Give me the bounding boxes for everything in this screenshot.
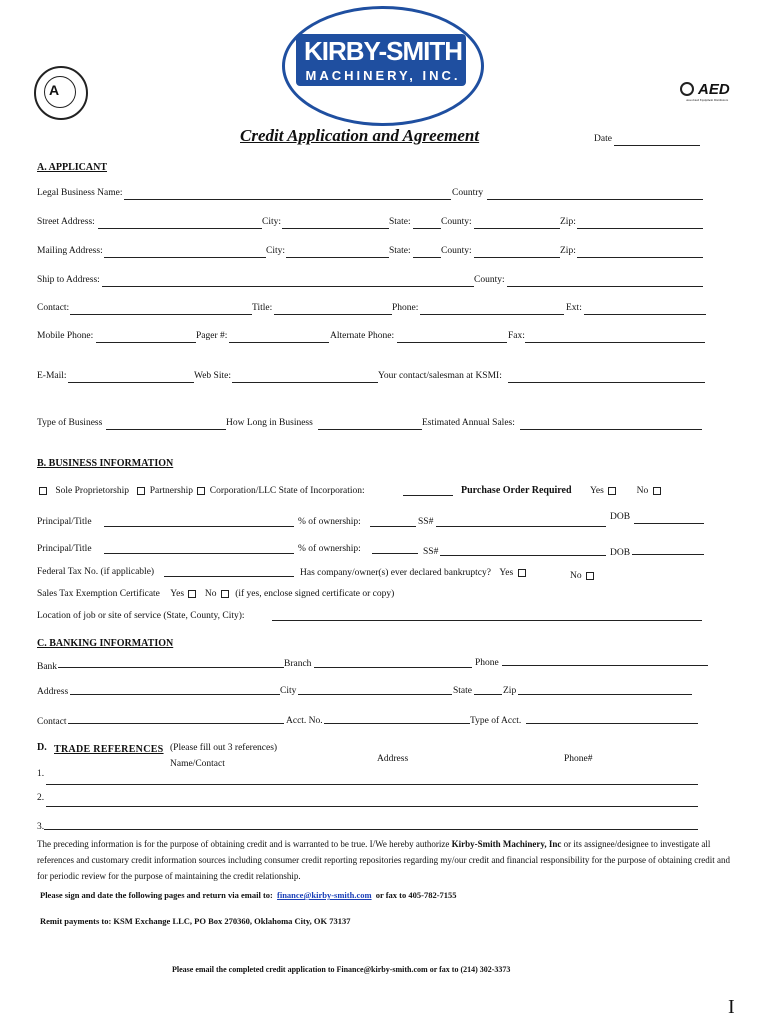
contact-field[interactable] <box>70 314 252 315</box>
zip-field[interactable] <box>577 228 703 229</box>
street-label: Street Address: <box>37 217 95 227</box>
federal-tax-label: Federal Tax No. (if applicable) <box>37 567 155 577</box>
bk-yes-label: Yes <box>499 568 514 578</box>
mail-city-field[interactable] <box>286 257 389 258</box>
ref1-field[interactable] <box>46 784 698 785</box>
mail-state-label: State: <box>389 246 411 256</box>
bk-yes-checkbox[interactable] <box>518 569 526 577</box>
legal-name-label: Legal Business Name: <box>37 188 123 198</box>
finance-email-link[interactable]: finance@kirby-smith.com <box>277 890 372 900</box>
bank-state-field[interactable] <box>474 694 502 695</box>
county-field[interactable] <box>474 228 560 229</box>
country-field[interactable] <box>487 199 703 200</box>
bank-label: Bank <box>37 662 58 672</box>
sole-prop-checkbox[interactable] <box>39 487 47 495</box>
mail-county-label: County: <box>441 246 472 256</box>
sole-prop-label: Sole Proprietorship <box>55 486 129 496</box>
mobile-field[interactable] <box>96 342 196 343</box>
po-yes-label: Yes <box>590 486 604 496</box>
po-options <box>590 486 663 496</box>
bank-contact-field[interactable] <box>68 723 284 724</box>
authorization-paragraph: The preceding information is for the purpose of obtaining credit and is warranted to be true. I/We hereby authorize Kirby-Smith Machinery, Inc or its assignee/designee to investigate all references and customary credit information sources including consumer credit reporting repositories regarding my/our credit and financial responsibility for the purpose of obtaining credit and for periodic review for the purpose of maintaining the credit relationship. <box>37 839 731 881</box>
mail-state-field[interactable] <box>413 257 441 258</box>
dob2-label: DOB <box>610 548 631 558</box>
ssn2-label: SS# <box>423 547 439 557</box>
bank-state-label: State <box>453 686 472 696</box>
zip-label: Zip: <box>560 217 576 227</box>
agc-logo: A <box>34 66 88 120</box>
kirby-smith-logo: KIRBY-SMITH MACHINERY, INC. <box>282 6 482 124</box>
mail-city-label: City: <box>266 246 286 256</box>
location-label: Location of job or site of service (State, County, City): <box>37 611 245 621</box>
state-label: State: <box>389 217 411 227</box>
alt-phone-label: Alternate Phone: <box>330 331 395 341</box>
corp-checkbox[interactable] <box>197 487 205 495</box>
section-d-letter: D. <box>37 742 47 753</box>
branch-label: Branch <box>284 659 312 669</box>
bank-field[interactable] <box>58 667 284 668</box>
name-contact-header: Name/Contact <box>170 759 225 769</box>
bank-zip-field[interactable] <box>518 694 692 695</box>
website-label: Web Site: <box>194 371 231 381</box>
bk-no-label: No <box>570 571 582 581</box>
ref2-number: 2. <box>37 793 45 803</box>
address-header: Address <box>377 754 409 764</box>
mailing-label: Mailing Address: <box>37 246 103 256</box>
annual-sales-field[interactable] <box>520 429 702 430</box>
ref2-field[interactable] <box>46 806 698 807</box>
business-type-field[interactable] <box>106 429 226 430</box>
acct-type-label: Type of Acct. <box>470 716 522 726</box>
annual-sales-label: Estimated Annual Sales: <box>422 418 515 428</box>
pager-field[interactable] <box>229 342 329 343</box>
ssn2-field[interactable] <box>440 555 606 556</box>
ownership2-field[interactable] <box>372 553 418 554</box>
federal-tax-field[interactable] <box>164 576 294 577</box>
fax-label: Fax: <box>508 331 525 341</box>
po-yes-checkbox[interactable] <box>608 487 616 495</box>
st-yes-label: Yes <box>170 589 185 599</box>
branch-field[interactable] <box>314 667 472 668</box>
section-a-heading: A. APPLICANT <box>37 162 108 173</box>
section-c-heading: C. BANKING INFORMATION <box>37 638 174 649</box>
section-d-note: (Please fill out 3 references) <box>170 743 278 753</box>
principal1-field[interactable] <box>104 526 294 527</box>
business-type-row <box>37 486 365 496</box>
bankruptcy-row <box>300 568 528 578</box>
salesman-field[interactable] <box>508 382 705 383</box>
country-label: Country <box>452 188 484 198</box>
acct-type-field[interactable] <box>526 723 698 724</box>
acct-no-field[interactable] <box>324 723 470 724</box>
salesman-label: Your contact/salesman at KSMI: <box>378 371 502 381</box>
ref1-number: 1. <box>37 769 45 779</box>
street-field[interactable] <box>98 228 262 229</box>
contact-label: Contact: <box>37 303 70 313</box>
incorporation-state-field[interactable] <box>403 495 453 496</box>
dob1-label: DOB <box>610 512 631 522</box>
ownership1-label: % of ownership: <box>298 517 361 527</box>
alt-phone-field[interactable] <box>397 342 507 343</box>
bank-zip-label: Zip <box>503 686 517 696</box>
ship-county-label: County: <box>474 275 505 285</box>
aed-logo: AED Associated Equipment Distributors <box>680 80 730 102</box>
phone-header: Phone# <box>564 754 593 764</box>
ssn1-field[interactable] <box>436 526 606 527</box>
corp-label: Corporation/LLC State of Incorporation: <box>209 486 365 496</box>
principal1-label: Principal/Title <box>37 517 92 527</box>
bank-city-label: City <box>280 686 297 696</box>
bank-address-label: Address <box>37 687 69 697</box>
partnership-label: Partnership <box>149 486 194 496</box>
date-label: Date <box>594 134 612 144</box>
phone-field[interactable] <box>420 314 564 315</box>
page-mark: I <box>728 996 735 1018</box>
section-b-heading: B. BUSINESS INFORMATION <box>37 458 174 469</box>
page-title: Credit Application and Agreement <box>240 126 480 145</box>
ext-label: Ext: <box>566 303 582 313</box>
ext-field[interactable] <box>584 314 706 315</box>
mail-zip-label: Zip: <box>560 246 576 256</box>
ref3-number: 3. <box>37 822 45 832</box>
section-d-heading: TRADE REFERENCES <box>54 744 164 755</box>
ship-to-label: Ship to Address: <box>37 275 100 285</box>
ssn1-label: SS# <box>418 517 434 527</box>
bk-no-checkbox[interactable] <box>586 572 594 580</box>
title-label: Title: <box>252 303 273 313</box>
mailing-field[interactable] <box>104 257 266 258</box>
st-no-label: No <box>204 589 217 599</box>
bank-contact-label: Contact <box>37 717 67 727</box>
dob2-field[interactable] <box>632 554 704 555</box>
sales-tax-label: Sales Tax Exemption Certificate <box>37 589 160 599</box>
ownership2-label: % of ownership: <box>298 544 361 554</box>
bank-phone-label: Phone <box>475 658 499 668</box>
how-long-label: How Long in Business <box>226 418 313 428</box>
email-label: E-Mail: <box>37 371 67 381</box>
st-note: (if yes, enclose signed certificate or copy) <box>235 589 395 599</box>
po-required-label: Purchase Order Required <box>461 485 572 496</box>
email-completed-text: Please email the completed credit application to Finance@kirby-smith.com or fax to (214) 302-3373 <box>172 965 511 974</box>
po-no-label: No <box>636 486 649 496</box>
state-field[interactable] <box>413 228 441 229</box>
pager-label: Pager #: <box>196 331 228 341</box>
ref3-field[interactable] <box>44 829 698 830</box>
remit-text: Remit payments to: KSM Exchange LLC, PO Box 270360, Oklahoma City, OK 73137 <box>40 916 351 926</box>
sales-tax-row <box>37 589 394 599</box>
acct-no-label: Acct. No. <box>286 716 323 726</box>
email-field[interactable] <box>68 382 194 383</box>
mobile-label: Mobile Phone: <box>37 331 94 341</box>
ship-county-field[interactable] <box>507 286 703 287</box>
how-long-field[interactable] <box>318 429 422 430</box>
partnership-checkbox[interactable] <box>137 487 145 495</box>
dob1-field[interactable] <box>634 523 704 524</box>
location-field[interactable] <box>272 620 702 621</box>
ownership1-field[interactable] <box>370 526 416 527</box>
bk-no-row <box>570 571 596 581</box>
legal-name-field[interactable] <box>124 199 451 200</box>
principal2-label: Principal/Title <box>37 544 92 554</box>
sign-instructions: Please sign and date the following pages and return via email to: finance@kirby-smith.com or fax to 405-782-7155 <box>40 890 457 900</box>
bank-address-field[interactable] <box>70 694 280 695</box>
bank-phone-field[interactable] <box>502 665 708 666</box>
bank-city-field[interactable] <box>298 694 452 695</box>
mail-county-field[interactable] <box>474 257 560 258</box>
bankruptcy-label: Has company/owner(s) ever declared bankruptcy? <box>300 568 491 578</box>
phone-label: Phone: <box>392 303 419 313</box>
county-label: County: <box>441 217 472 227</box>
po-no-checkbox[interactable] <box>653 487 661 495</box>
website-field[interactable] <box>232 382 378 383</box>
title-field[interactable] <box>274 314 392 315</box>
date-field[interactable] <box>614 145 700 146</box>
city-label: City: <box>262 217 282 227</box>
st-yes-checkbox[interactable] <box>188 590 196 598</box>
st-no-checkbox[interactable] <box>221 590 229 598</box>
mail-zip-field[interactable] <box>577 257 703 258</box>
city-field[interactable] <box>282 228 389 229</box>
principal2-field[interactable] <box>104 553 294 554</box>
business-type-label: Type of Business <box>37 418 103 428</box>
ship-to-field[interactable] <box>102 286 474 287</box>
fax-field[interactable] <box>525 342 705 343</box>
